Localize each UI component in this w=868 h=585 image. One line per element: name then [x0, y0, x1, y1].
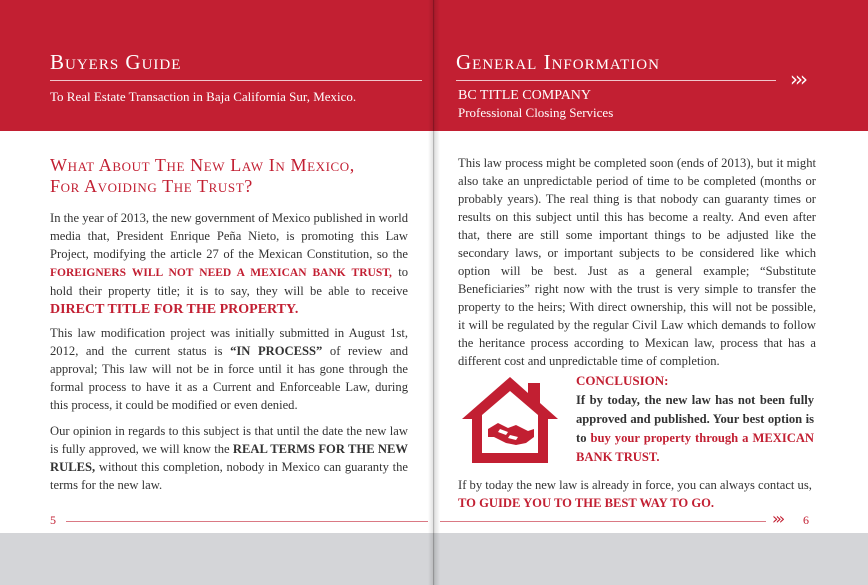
highlight-in-process: “IN PROCESS”	[230, 344, 323, 358]
page-number-right: 6	[803, 513, 809, 527]
conclusion-text	[576, 391, 814, 467]
closing-text	[458, 476, 828, 512]
paragraph-intro-text: In the year of 2013, the new government of Mexico published in world media that, President Enrique Peña Nieto, is promoting this Law Project, modifying the article 27 of the Mexican Constitution, so the	[50, 211, 408, 261]
paragraph-opinion-text: Our opinion in regards to this subject is that until the date the new law is fully approved, we will know the	[50, 424, 408, 456]
closing-call-to-action: TO GUIDE YOU TO THE BEST WAY TO GO.	[458, 496, 715, 510]
left-header-subtitle: To Real Estate Transaction in Baja California Sur, Mexico.	[50, 89, 357, 104]
paragraph-status	[50, 324, 408, 414]
left-header-divider	[50, 80, 422, 81]
page-fold	[433, 0, 434, 585]
chevron-right-icon: ›››	[772, 509, 783, 528]
right-header-title: General Information	[456, 50, 660, 74]
closing-text-main: If by today the new law is already in force, you can always contact us,	[458, 478, 812, 492]
page-gutter	[428, 0, 440, 585]
section-heading-line2: For Avoiding The Trust?	[50, 176, 253, 196]
page-number-left: 5	[50, 513, 56, 527]
paragraph-opinion	[50, 422, 408, 494]
paragraph-intro-text-2: to hold their property title; it is to say, they will be able to receive	[50, 265, 408, 298]
footer-divider-right	[440, 521, 766, 522]
left-header-title: Buyers Guide	[50, 50, 182, 74]
house-handshake-icon	[458, 373, 562, 467]
company-tagline: Professional Closing Services	[458, 105, 614, 120]
conclusion-heading: CONCLUSION:	[576, 373, 669, 388]
highlight-real-terms: REAL TERMS FOR THE NEW RULES,	[50, 442, 408, 474]
highlight-foreigners: FOREIGNERS WILL NOT NEED A MEXICAN BANK TRUST,	[50, 267, 392, 279]
section-heading	[50, 155, 420, 197]
highlight-direct-title: DIRECT TITLE FOR THE PROPERTY.	[50, 302, 299, 317]
paragraph-status-text-2: of review and approval; This law will not be in force until it has gone through the formal process to have it as a Current and Enforceable Law, during this process, it could be modified or even denied.	[50, 344, 408, 412]
footer-divider-left	[66, 521, 428, 522]
paragraph-intro	[50, 209, 408, 319]
conclusion-text-main: If by today, the new law has not been fully approved and published. Your best option is to	[576, 393, 814, 445]
company-name: BC TITLE COMPANY	[458, 88, 592, 103]
highlight-bank-trust: buy your property through a MEXICAN BANK TRUST.	[576, 431, 815, 464]
section-heading-line1: What About The New Law In Mexico,	[50, 155, 355, 175]
paragraph-process: This law process might be completed soon (ends of 2013), but it might also take an unpredictable period of time to be completed (months or probably years). The real thing is that nobody can guaranty times or results on this subject until this has become a realty. And even after that, there are still some important things to be adjusted like the secondary laws, or important subjects to be considered like which option will be best. Just as a general example; “Substitute Beneficiaries” right now with the trust is very simple to transfer the property to the heirs; With direct ownership, this will not be possible, it will be regulated by the regular Civil Law which demands to follow the heritance process according to Mexican law, process that has a different cost and unpredictable time of completion.	[458, 156, 816, 368]
right-header-divider	[456, 80, 776, 81]
chevron-right-icon: ›››	[790, 67, 805, 91]
paragraph-status-text: This law modification project was initially submitted in August 1st, 2012, and the current status is	[50, 326, 408, 358]
paragraph-opinion-text-2: without this completion, nobody in Mexico can guaranty the terms for the new law.	[50, 460, 408, 492]
